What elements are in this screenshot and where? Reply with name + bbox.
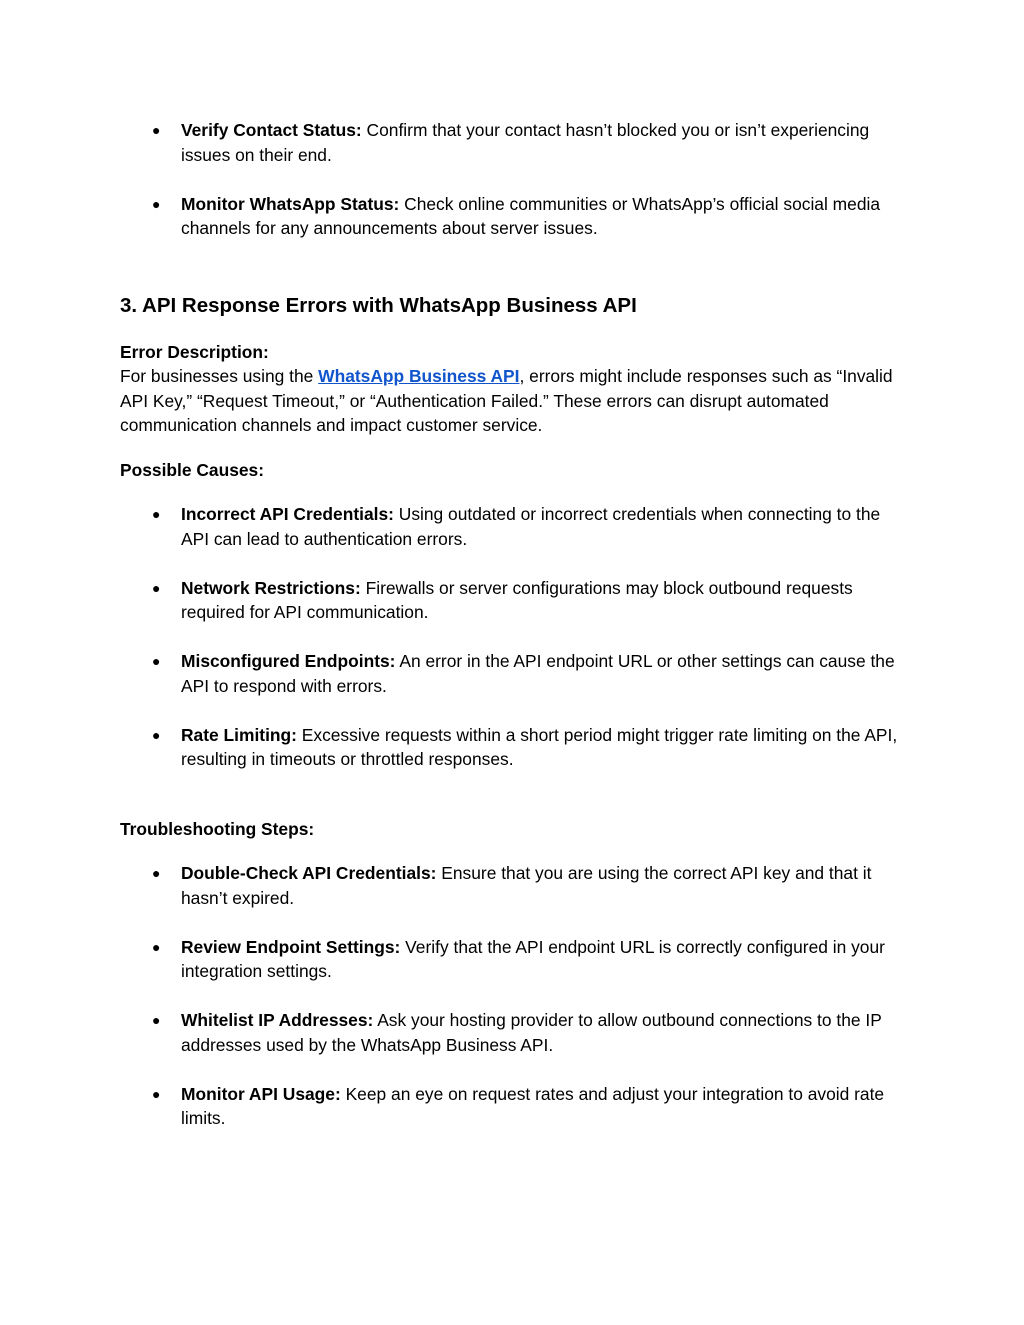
list-item [120, 1082, 906, 1131]
bullet-text: Firewalls or server configurations may block outbound requests required for API communication. [181, 577, 853, 622]
bullet-icon: ● [152, 865, 161, 881]
bullet-term: Whitelist IP Addresses: [181, 1010, 374, 1030]
bullet-text: Keep an eye on request rates and adjust your integration to avoid rate limits. [181, 1083, 885, 1128]
bullet-icon: ● [152, 195, 161, 212]
bullet-icon: ● [152, 726, 161, 743]
bullet-icon: ● [152, 938, 161, 955]
list-item [120, 861, 906, 910]
bullet-term: Review Endpoint Settings: [181, 936, 401, 957]
troubleshooting-label: Troubleshooting Steps: [120, 818, 315, 839]
bullet-icon: ● [152, 653, 161, 669]
bullet-text: Excessive requests within a short period might trigger rate limiting on the API, resulting in timeouts or throttled responses. [181, 724, 898, 769]
list-item [120, 502, 906, 551]
bullet-icon: ● [152, 506, 161, 522]
bullet-icon: ● [152, 579, 161, 596]
possible-causes-label: Possible Causes: [120, 459, 265, 480]
error-description-prefix: For businesses using the [120, 366, 319, 386]
error-description-text [120, 364, 906, 438]
bullet-text: Check online communities or WhatsApp’s official social media channels for any announcements about server issues. [181, 193, 881, 238]
whatsapp-business-api-link[interactable]: WhatsApp Business API [318, 366, 520, 386]
list-item [120, 649, 906, 698]
bullet-icon: ● [152, 1085, 161, 1102]
bullet-term: Misconfigured Endpoints: [181, 651, 396, 671]
bullet-term: Rate Limiting: [181, 724, 297, 745]
list-item [120, 192, 906, 241]
error-description-label: Error Description: [120, 341, 269, 362]
troubleshooting-list [120, 861, 906, 1131]
bullet-term: Monitor WhatsApp Status: [181, 193, 400, 214]
list-item [120, 935, 906, 984]
bullet-text: Ensure that you are using the correct API key and that it hasn’t expired. [181, 863, 872, 908]
bullet-text: Confirm that your contact hasn’t blocked you or isn’t experiencing issues on their end. [181, 120, 870, 165]
top-bullet-list [120, 118, 906, 241]
bullet-text: Verify that the API endpoint URL is correctly configured in your integration settings. [181, 936, 885, 981]
bullet-term: Network Restrictions: [181, 577, 361, 598]
bullet-icon: ● [152, 122, 161, 138]
list-item [120, 576, 906, 625]
bullet-term: Double-Check API Credentials: [181, 863, 437, 883]
bullet-text: Using outdated or incorrect credentials when connecting to the API can lead to authentication errors. [181, 504, 881, 549]
possible-causes-list [120, 502, 906, 772]
list-item [120, 1008, 906, 1057]
bullet-text: Ask your hosting provider to allow outbound connections to the IP addresses used by the WhatsApp Business API. [181, 1010, 882, 1055]
bullet-text: An error in the API endpoint URL or other settings can cause the API to respond with errors. [181, 651, 895, 696]
bullet-term: Monitor API Usage: [181, 1083, 341, 1104]
section-heading: 3. API Response Errors with WhatsApp Business API [120, 293, 637, 317]
bullet-term: Incorrect API Credentials: [181, 504, 394, 524]
list-item [120, 118, 906, 167]
bullet-term: Verify Contact Status: [181, 120, 362, 140]
bullet-icon: ● [152, 1012, 161, 1028]
list-item [120, 723, 906, 772]
error-description-suffix: , errors might include responses such as “Invalid API Key,” “Request Timeout,” or “Authentication Failed.” These errors can disrupt automated communication channels and impact customer service. [120, 366, 893, 435]
